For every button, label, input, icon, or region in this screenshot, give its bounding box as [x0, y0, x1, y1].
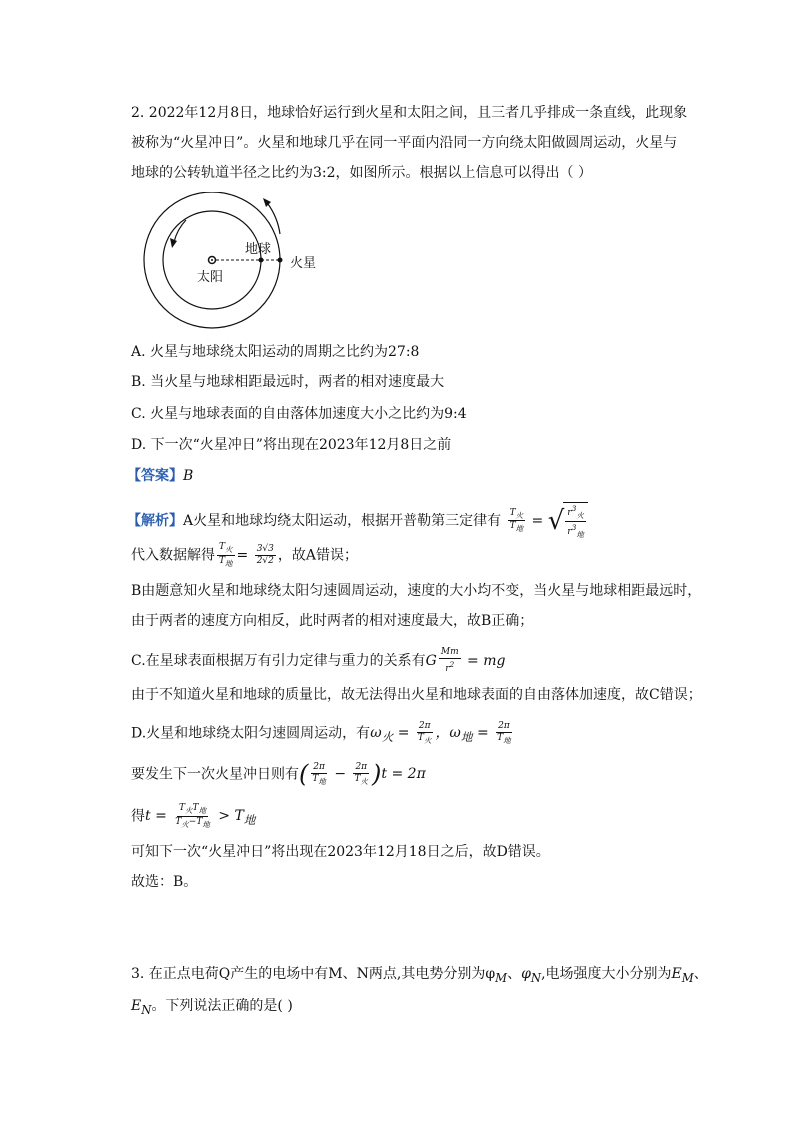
analysis-line9 [131, 803, 255, 831]
analysis-a-text: A火星和地球均绕太阳运动，根据开普勒第三定律有 [183, 512, 502, 529]
q2-stem-line3: 地球的公转轨道半径之比约为3:2，如图所示。根据以上信息可以得出（ ） [131, 165, 592, 181]
conjunction-formula: ( $\frac{2\pi}{T_地}$ − $\frac{2\pi}{T_火}$ )t = 2π [299, 760, 426, 789]
option-c: C. 火星与地球表面的自由落体加速度大小之比约为9:4 [131, 406, 467, 422]
sun-center [211, 259, 213, 261]
earth-label: 地球 [245, 242, 272, 257]
earth-dot [259, 258, 264, 263]
period-ratio: $\frac{T_火}{T_地}$ [219, 542, 233, 568]
q3-en-symbol: E [131, 998, 142, 1014]
d-analysis-text: D.火星和地球绕太阳匀速圆周运动，有 [131, 725, 371, 742]
q3-stem-line1: 3. 在正点电荷Q产生的电场中有M、N两点,其电势分别为$\varphi_M$、$\varphi_N$,电场强度大小分别为$E_M$、 [131, 966, 708, 985]
option-a: A. 火星与地球绕太阳运动的周期之比约为27:8 [131, 344, 420, 360]
mars-dot [278, 258, 283, 263]
q3-text: 3. 在正点电荷Q产生的电场中有M、N两点,其电势分别为φ [131, 966, 496, 982]
q3-text-end: 。下列说法正确的是( ) [151, 998, 293, 1014]
c-analysis-text: C.在星球表面根据万有引力定律与重力的关系有 [131, 653, 426, 669]
analysis-line7 [131, 721, 515, 748]
analysis-line8 [131, 762, 426, 787]
next-conjunction-text: 要发生下一次火星冲日则有 [131, 766, 299, 783]
option-b: B. 当火星与地球相距最远时，两者的相对速度最大 [131, 374, 445, 390]
analysis-line6: 由于不知道火星和地球的质量比，故无法得出火星和地球表面的自由落体加速度，故C错误； [131, 687, 702, 703]
result-prefix: 得 [131, 808, 145, 825]
period-ratio-value: $\frac{3√3}{2√2}$ [256, 543, 274, 566]
analysis-line4: 由于两者的速度方向相反，此时两者的相对速度最大，故B正确； [131, 613, 534, 629]
orbit-diagram [140, 192, 340, 332]
answer-line [127, 465, 193, 487]
q2-stem-line2: 被称为“火星冲日”。火星和地球几乎在同一平面内沿同一方向绕太阳做圆周运动，火星与 [131, 135, 678, 151]
q3-stem-line2: $E_N$。下列说法正确的是( ) [131, 998, 293, 1017]
analysis-line11: 故选：B。 [131, 874, 198, 890]
analysis-line1: 【解析】A火星和地球均绕太阳运动，根据开普勒第三定律有 $\frac{T_火}{T_地}$ = √ $\frac{r^3_火}{r^3_地}$ [127, 502, 588, 540]
analysis-line3: B由题意知火星和地球绕太阳匀速圆周运动，速度的大小均不变，当火星与地球相距最远时， [131, 583, 702, 599]
kepler-ratio-fraction: $\frac{T_火}{T_地}$ [509, 507, 524, 534]
mars-label: 火星 [290, 256, 317, 271]
answer-tag: 【答案】 [127, 468, 183, 484]
t-formula: t = $\frac{T_火T_地}{T_火-T_地}$ > $T_地$ [145, 803, 256, 829]
omega-formulas: $\omega_火$ = $\frac{2\pi}{T_火}$ ，$\omega_地$ = $\frac{2\pi}{T_地}$ [370, 721, 511, 745]
sun-label: 太阳 [197, 270, 224, 285]
kepler-sqrt: √ $\frac{r^3_火}{r^3_地}$ [548, 502, 588, 540]
option-d: D. 下一次“火星冲日”将出现在2023年12月8日之前 [131, 437, 452, 453]
analysis-line10: 可知下一次“火星冲日”将出现在2023年12月18日之后，故D错误。 [131, 844, 550, 860]
analysis-line5 [131, 647, 505, 675]
substitute-text: 代入数据解得 [131, 547, 215, 564]
analysis-tag: 【解析】 [127, 512, 183, 529]
earth-arrowhead [170, 238, 177, 248]
q2-stem-line1: 2. 2022年12月8日，地球恰好运行到火星和太阳之间，且三者几乎排成一条直线，此现象 [131, 105, 688, 121]
a-wrong-text: ，故A错误； [277, 547, 359, 564]
answer-value: B [183, 468, 194, 484]
analysis-line2: 代入数据解得 $\frac{T_火}{T_地}$ = $\frac{3√3}{2√2}$ ，故A错误； [131, 542, 359, 568]
gravity-formula: G $\frac{Mm}{r^2}$ = mg [425, 647, 506, 674]
mars-direction-arc [268, 204, 280, 234]
